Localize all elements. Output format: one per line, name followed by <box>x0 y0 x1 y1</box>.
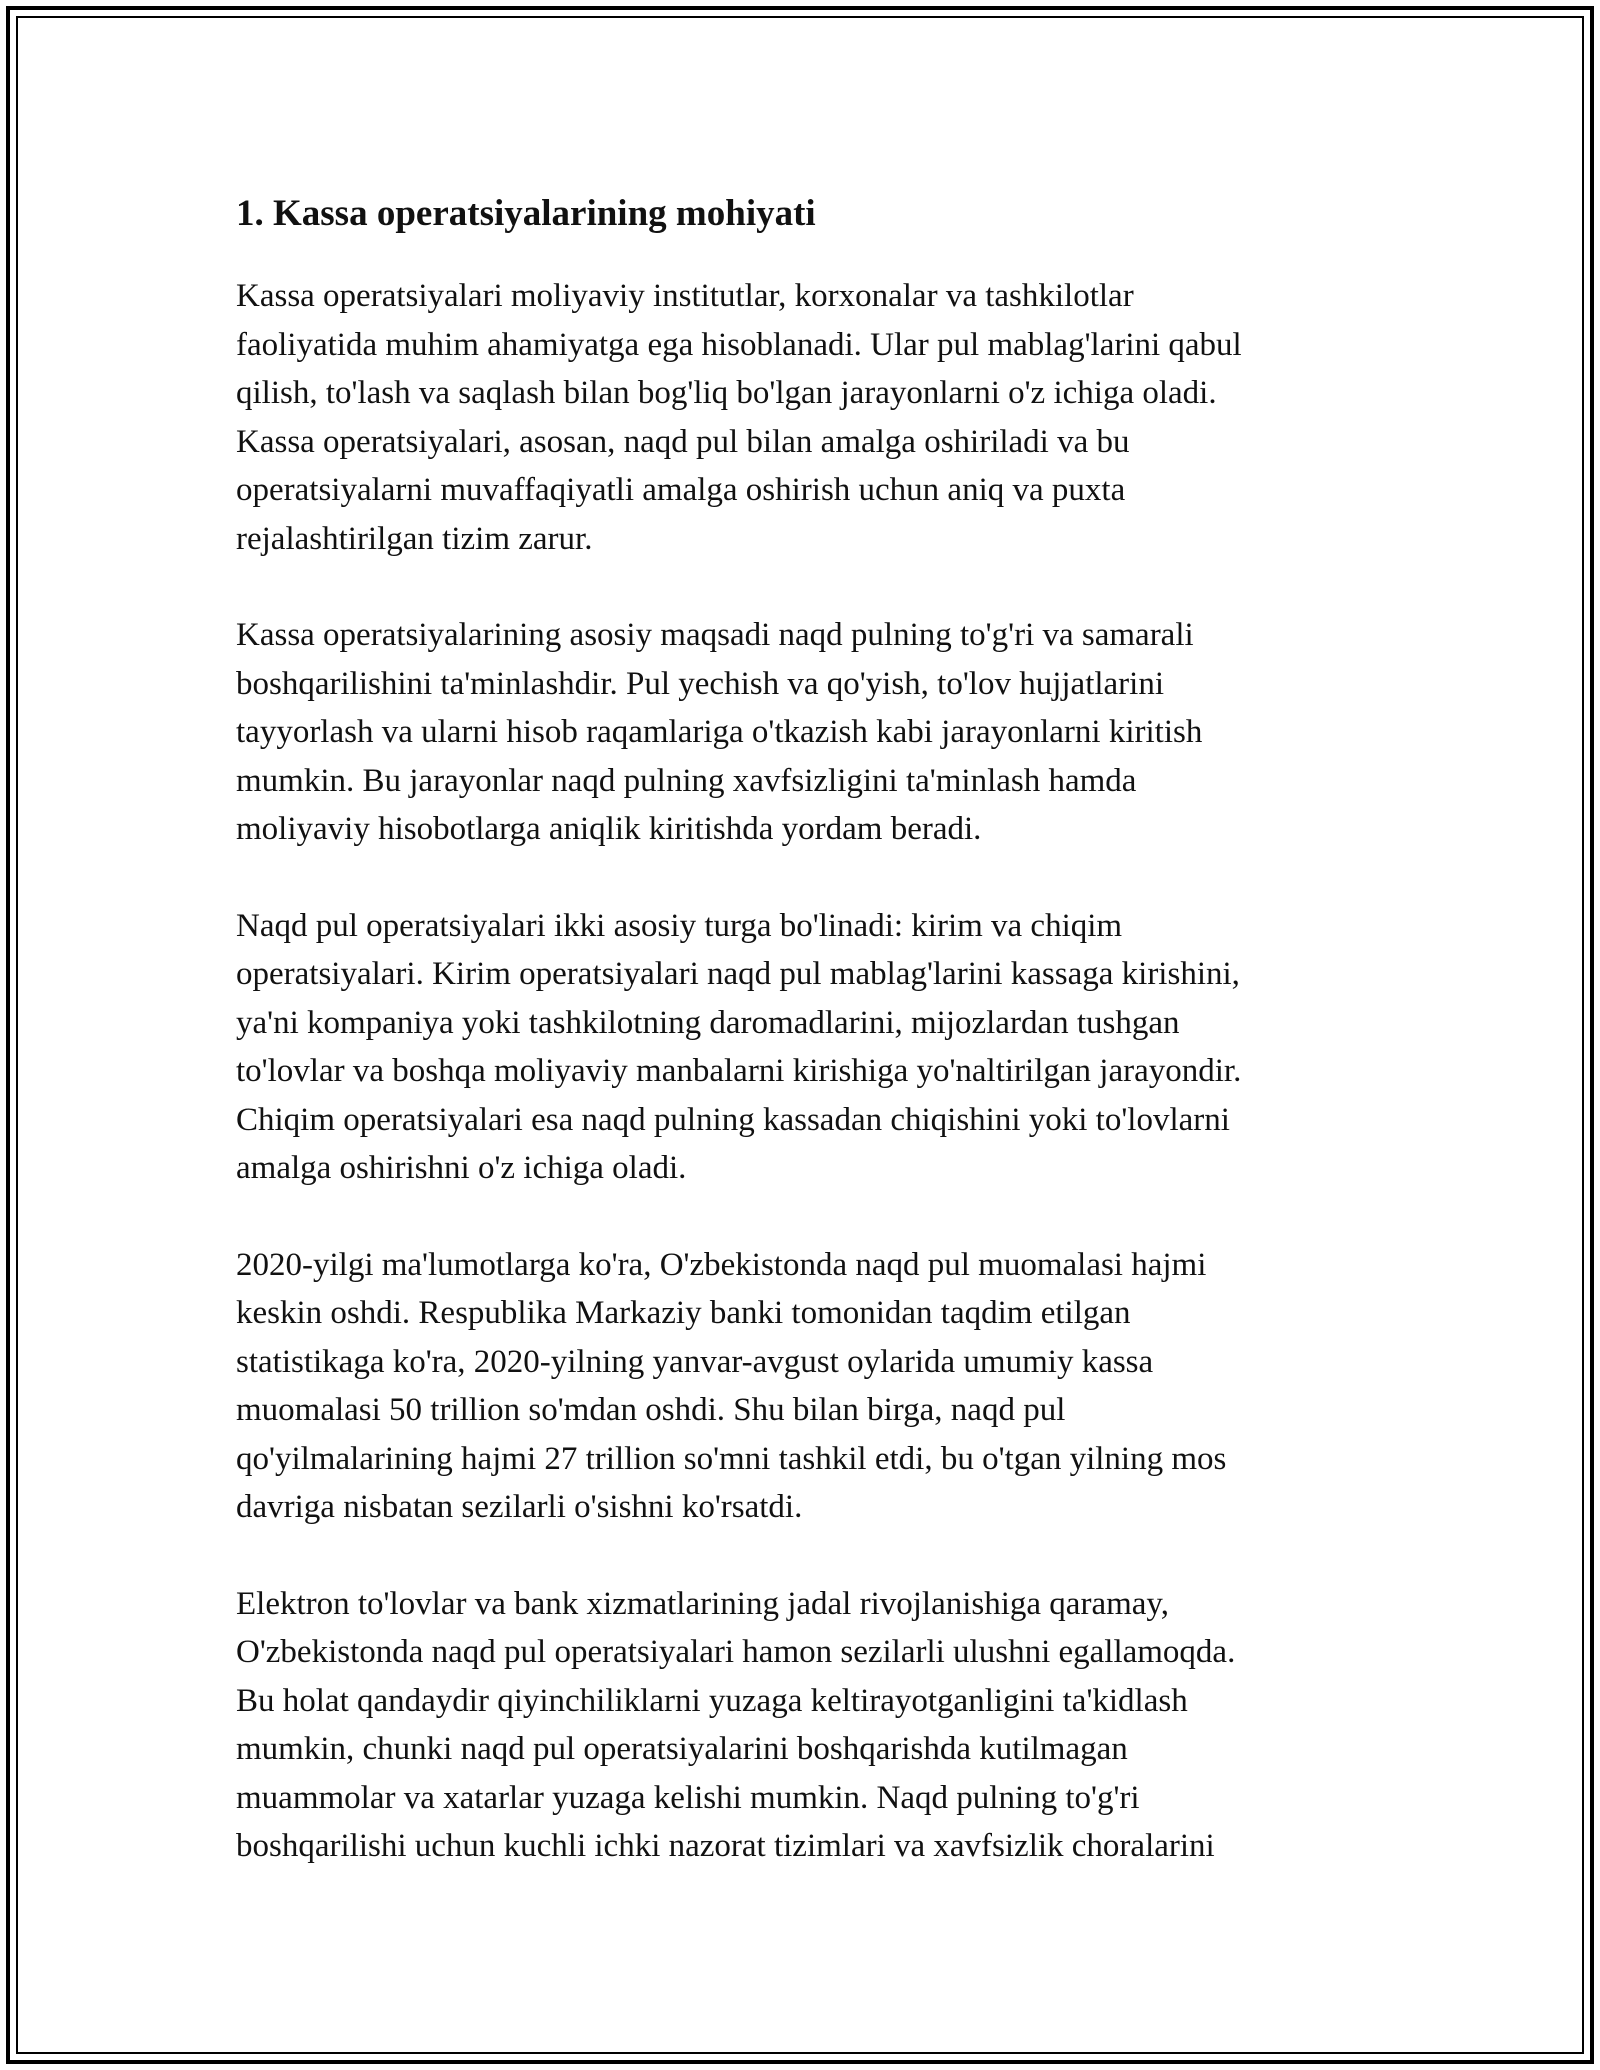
text-line: amalga oshirishni o'z ichiga oladi. <box>236 1150 687 1186</box>
text-line: qo'yilmalarining hajmi 27 trillion so'mni tashkil etdi, bu o'tgan yilning mos <box>236 1440 1227 1477</box>
text-line: Naqd pul operatsiyalari ikki asosiy turga bo'linadi: kirim va chiqim <box>236 907 1123 944</box>
text-line: davriga nisbatan sezilarli o'sishni ko'rsatdi. <box>236 1489 803 1525</box>
text-line: Kassa operatsiyalari, asosan, naqd pul bilan amalga oshiriladi va bu <box>236 423 1130 460</box>
text-line: statistikaga ko'ra, 2020-yilning yanvar-avgust oylarida umumiy kassa <box>236 1343 1154 1380</box>
document-body <box>236 182 1376 1919</box>
text-line: to'lovlar va boshqa moliyaviy manbalarni kirishiga yo'naltirilgan jarayondir. <box>236 1053 1242 1089</box>
text-line: rejalashtirilgan tizim zarur. <box>236 520 593 557</box>
paragraph-3 <box>236 902 1376 1193</box>
text-line: boshqarilishini ta'minlashdir. Pul yechish va qo'yish, to'lov hujjatlarini <box>236 665 1165 702</box>
text-line: operatsiyalarni muvaffaqiyatli amalga oshirish uchun aniq va puxta <box>236 472 1126 508</box>
text-line: Chiqim operatsiyalari esa naqd pulning kassadan chiqishini yoki to'lovlarni <box>236 1101 1230 1138</box>
text-line: O'zbekistonda naqd pul operatsiyalari hamon sezilarli ulushni egallamoqda. <box>236 1634 1236 1670</box>
text-line: tayyorlash va ularni hisob raqamlariga o'tkazish kabi jarayonlarni kiritish <box>236 714 1203 750</box>
text-line: operatsiyalari. Kirim operatsiyalari naqd pul mablag'larini kassaga kirishini, <box>236 956 1240 992</box>
text-line: Kassa operatsiyalari moliyaviy institutlar, korxonalar va tashkilotlar <box>236 278 1134 314</box>
text-line: mumkin, chunki naqd pul operatsiyalarini boshqarishda kutilmagan <box>236 1731 1128 1767</box>
text-line: Elektron to'lovlar va bank xizmatlarining jadal rivojlanishiga qaramay, <box>236 1585 1170 1622</box>
text-line: ya'ni kompaniya yoki tashkilotning daromadlarini, mijozlardan tushgan <box>236 1004 1180 1041</box>
paragraph-2 <box>236 611 1376 854</box>
text-line: muomalasi 50 trillion so'mdan oshdi. Shu bilan birga, naqd pul <box>236 1392 1066 1428</box>
page-title: 1. Kassa operatsiyalarining mohiyati <box>236 193 816 234</box>
text-line: qilish, to'lash va saqlash bilan bog'liq bo'lgan jarayonlarni o'z ichiga oladi. <box>236 375 1217 411</box>
text-line: moliyaviy hisobotlarga aniqlik kiritishda yordam beradi. <box>236 811 982 847</box>
paragraph-1 <box>236 272 1376 563</box>
paragraph-5 <box>236 1580 1376 1871</box>
text-line: Bu holat qandaydir qiyinchiliklarni yuzaga keltirayotganligini ta'kidlash <box>236 1682 1188 1719</box>
paragraph-4 <box>236 1241 1376 1532</box>
text-line: 2020-yilgi ma'lumotlarga ko'ra, O'zbekistonda naqd pul muomalasi hajmi <box>236 1246 1207 1283</box>
text-line: faoliyatida muhim ahamiyatga ega hisoblanadi. Ular pul mablag'larini qabul <box>236 326 1242 363</box>
text-line: mumkin. Bu jarayonlar naqd pulning xavfsizligini ta'minlash hamda <box>236 762 1137 799</box>
text-line: keskin oshdi. Respublika Markaziy banki tomonidan taqdim etilgan <box>236 1295 1131 1331</box>
text-line: boshqarilishi uchun kuchli ichki nazorat tizimlari va xavfsizlik choralarini <box>236 1828 1215 1864</box>
text-line: muammolar va xatarlar yuzaga kelishi mumkin. Naqd pulning to'g'ri <box>236 1779 1140 1816</box>
text-line: Kassa operatsiyalarining asosiy maqsadi naqd pulning to'g'ri va samarali <box>236 617 1194 653</box>
